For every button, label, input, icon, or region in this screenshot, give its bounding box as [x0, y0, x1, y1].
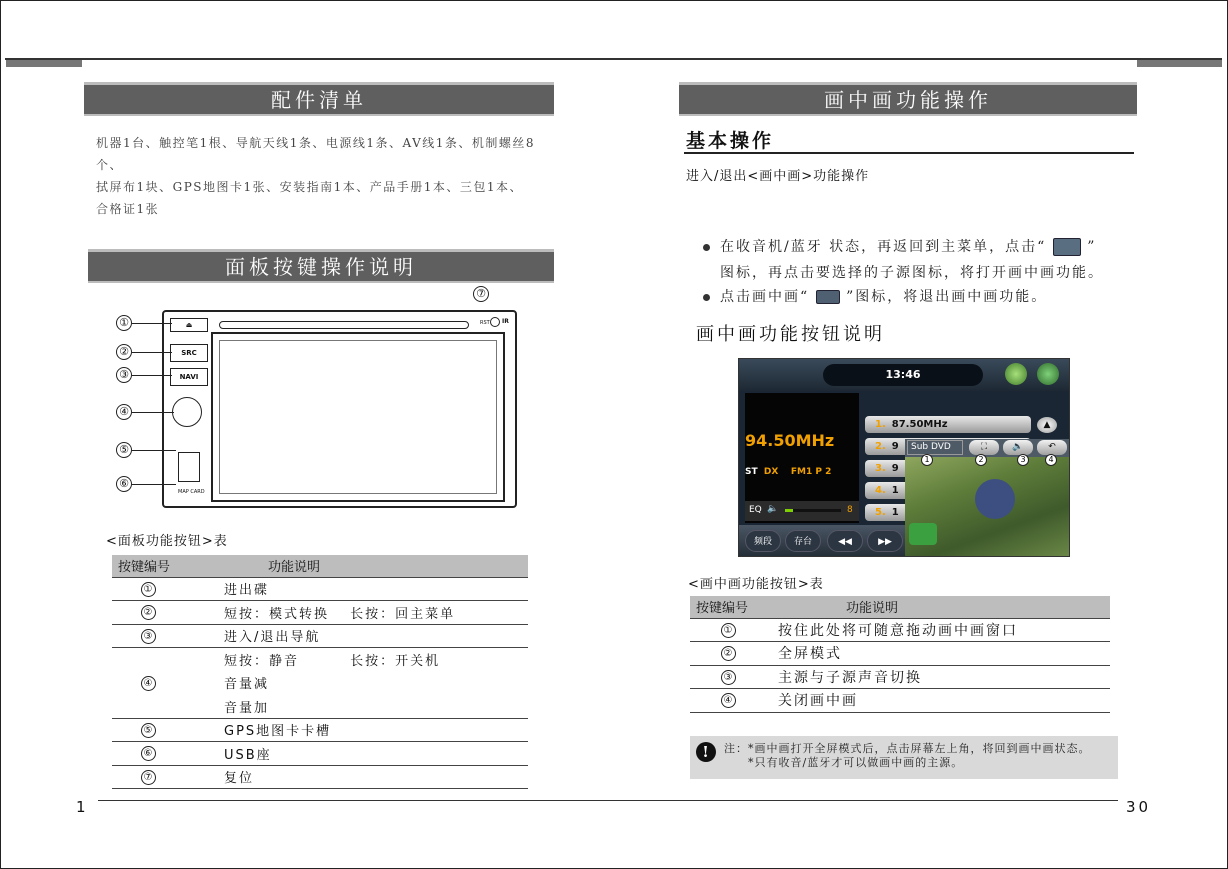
note-label: 注： [724, 742, 748, 755]
preset-item [865, 416, 1031, 433]
col-header: 按键编号 [112, 555, 184, 577]
row-desc: 复位 [184, 765, 528, 789]
right-corner-bar [1137, 60, 1222, 67]
leader-line [132, 412, 174, 413]
preset-num: 2. [875, 441, 886, 452]
preset-freq: 1 [891, 507, 899, 518]
callout-4: ④ [116, 404, 132, 420]
volume-fill [785, 509, 793, 512]
preset-label: P 2 [815, 467, 832, 477]
pip-callout-1: 1 [921, 454, 933, 466]
table-row [690, 665, 1110, 689]
row-desc: 按住此处将可随意拖动画中画窗口 [766, 618, 1110, 642]
table-row [690, 618, 1110, 642]
row-desc: 进出碟 [184, 577, 528, 601]
sd-slot [178, 452, 200, 482]
preset-freq: 9 [891, 463, 899, 474]
callout-3: ③ [116, 367, 132, 383]
preset-num: 5. [875, 507, 886, 518]
ir-sensor [490, 317, 500, 327]
station-info [745, 467, 831, 477]
row-number: ③ [721, 670, 736, 685]
st-label: ST [745, 467, 758, 477]
leader-line [132, 375, 172, 376]
volume-knob [172, 397, 202, 427]
preset-freq: 87.50MHz [891, 419, 948, 430]
note-text: *画中画打开全屏模式后，点击屏幕左上角，将回到画中画状态。 [748, 742, 1091, 755]
eq-label: EQ [749, 505, 762, 515]
callout-2: ② [116, 344, 132, 360]
row-desc: GPS地图卡卡槽 [184, 718, 528, 742]
bullet-dot [703, 244, 710, 251]
preset-freq: 1 [891, 485, 899, 496]
bullet-1 [703, 236, 1123, 258]
pip-table-title: <画中画功能按钮>表 [688, 577, 824, 592]
bottom-rule [98, 800, 1118, 801]
radio-screen [738, 358, 1070, 557]
bullet-text: 点击画中画“ [720, 289, 810, 305]
pip-callout-2: 2 [975, 454, 987, 466]
warning-icon: ! [696, 742, 716, 762]
note-line-1 [724, 742, 1118, 756]
page-number-left: 1 [76, 798, 86, 816]
heading-rule [684, 152, 1134, 154]
volume-track [785, 509, 841, 512]
device-outline [162, 310, 517, 508]
pip-table [690, 596, 1110, 713]
accessories-line: 合格证1张 [96, 202, 160, 216]
pip-title: Sub DVD [907, 440, 963, 455]
row-desc: 进入/退出导航 [184, 624, 528, 648]
gear-icon [1005, 363, 1027, 385]
table-row [112, 624, 528, 648]
bullet-1-line2: 图标，再点击要选择的子源图标，将打开画中画功能。 [720, 265, 1104, 281]
table-row [690, 642, 1110, 666]
pip-enter-icon [1053, 238, 1081, 256]
rst-label: RST [480, 320, 490, 326]
row-number: ② [141, 605, 156, 620]
row-desc: 关闭画中画 [766, 689, 1110, 713]
src-button: SRC [170, 344, 208, 362]
pip-exit-icon [816, 290, 840, 304]
speaker-icon: 🔈 [767, 504, 779, 514]
map-card-label: MAP CARD [178, 489, 205, 495]
accessories-list [96, 132, 556, 220]
left-corner-bar [6, 60, 82, 67]
row-desc: 短按：模式转换 长按：回主菜单 [184, 601, 528, 625]
row-number: ④ [721, 693, 736, 708]
table-row [112, 601, 528, 625]
row-number: ⑤ [141, 723, 156, 738]
col-header: 按键编号 [690, 596, 766, 618]
scroll-up-icon: ▲ [1037, 417, 1057, 433]
col-header: 功能说明 [184, 555, 528, 577]
preset-num: 3. [875, 463, 886, 474]
row-number: ③ [141, 629, 156, 644]
pip-callout-3: 3 [1017, 454, 1029, 466]
table-row [112, 742, 528, 766]
panel-banner: 面板按键操作说明 [88, 249, 554, 283]
home-icon [1037, 363, 1059, 385]
leader-line [132, 323, 172, 324]
callout-6: ⑥ [116, 476, 132, 492]
top-rule [5, 58, 1222, 60]
row-desc: 主源与子源声音切换 [766, 665, 1110, 689]
row-desc: 音量加 [184, 695, 528, 719]
ir-label: IR [502, 318, 509, 325]
table-row [690, 689, 1110, 713]
leader-line [132, 484, 176, 485]
preset-freq: 9 [891, 441, 899, 452]
row-desc: 全屏模式 [766, 642, 1110, 666]
row-number: ⑥ [141, 746, 156, 761]
volume-value: 8 [847, 505, 853, 515]
accessories-line: 拭屏布1块、GPS地图卡1张、安装指南1本、产品手册1本、三包1本、 [96, 180, 524, 194]
fullscreen-icon: ⛶ [969, 440, 999, 455]
band-button: 频段 [745, 530, 781, 552]
eject-button: ⏏ [170, 318, 208, 332]
note-box [690, 736, 1118, 779]
row-number: ⑦ [141, 770, 156, 785]
panel-table-title: <面板功能按钮>表 [106, 534, 228, 549]
callout-5: ⑤ [116, 442, 132, 458]
callout-7: ⑦ [473, 286, 489, 302]
row-number: ④ [141, 676, 156, 691]
table-row [112, 648, 528, 672]
frequency-display: 94.50MHz [745, 431, 835, 450]
clock: 13:46 [823, 364, 983, 386]
bullet-2 [703, 286, 1047, 308]
row-number: ① [141, 582, 156, 597]
seek-back-button: ◀◀ [827, 530, 863, 552]
basic-op-heading: 基本操作 [686, 130, 775, 152]
table-row [112, 577, 528, 601]
screen-inner [219, 340, 497, 494]
disc-slot [219, 321, 469, 329]
bullet-text: ” [1087, 239, 1097, 255]
audio-switch-icon: 🔈 [1003, 440, 1033, 455]
row-desc: USB座 [184, 742, 528, 766]
navi-button: NAVI [170, 368, 208, 386]
preset-num: 4. [875, 485, 886, 496]
screen-outline [211, 332, 505, 502]
note-line-2: *只有收音/蓝牙才可以做画中画的主源。 [748, 756, 964, 769]
video-character [975, 479, 1015, 519]
row-desc: 音量减 [224, 677, 270, 693]
video-logo [909, 523, 937, 545]
col-header: 功能说明 [766, 596, 1110, 618]
eq-bar [745, 501, 859, 521]
accessories-banner: 配件清单 [84, 82, 554, 116]
bullet-text: ”图标，将退出画中画功能。 [846, 289, 1048, 305]
enter-exit-label: 进入/退出<画中画>功能操作 [686, 169, 870, 184]
panel-table [112, 555, 528, 789]
table-row [112, 765, 528, 789]
bullet-text: 在收音机/蓝牙 状态，再返回到主菜单，点击“ [720, 239, 1047, 255]
pip-banner: 画中画功能操作 [679, 82, 1137, 116]
callout-1: ① [116, 315, 132, 331]
page-number-right: 30 [1126, 798, 1152, 816]
close-pip-icon: ↶ [1037, 440, 1067, 455]
band-label: FM1 [790, 467, 813, 477]
store-button: 存台 [785, 530, 821, 552]
pip-buttons-heading: 画中画功能按钮说明 [696, 324, 885, 345]
row-desc: 短按：静音 长按：开关机 [224, 654, 441, 669]
table-row [112, 718, 528, 742]
accessories-line: 机器1台、触控笔1根、导航天线1条、电源线1条、AV线1条、机制螺丝8个、 [96, 136, 536, 172]
preset-num: 1. [875, 419, 886, 430]
leader-line [132, 352, 172, 353]
leader-line [132, 450, 176, 451]
bullet-dot [703, 294, 710, 301]
seek-forward-button: ▶▶ [867, 530, 903, 552]
row-number: ① [721, 623, 736, 638]
dx-label: DX [763, 467, 779, 477]
row-number: ② [721, 646, 736, 661]
pip-callout-4: 4 [1045, 454, 1057, 466]
